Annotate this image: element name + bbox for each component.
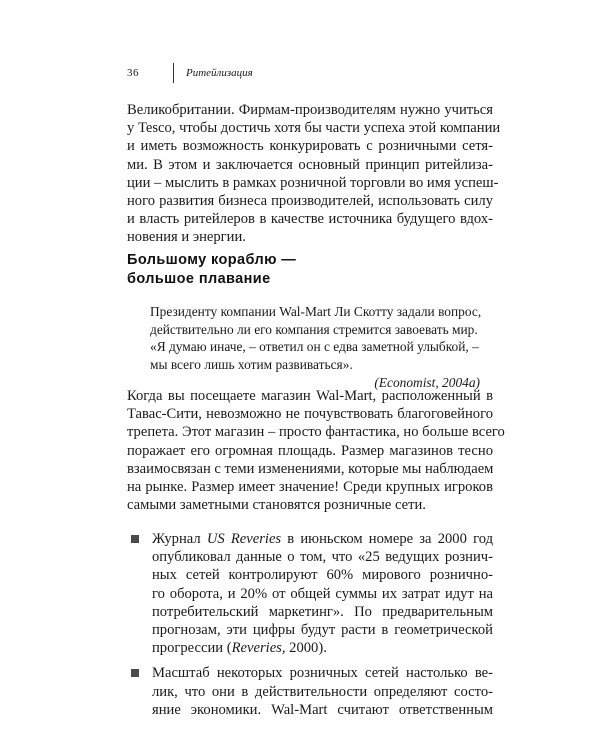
text-line: ного развития бизнеса производителей, использовать силу <box>127 193 493 210</box>
bullet-square-icon <box>131 669 139 677</box>
text-line: потребительский маркетинг». По предварительным <box>152 603 493 620</box>
quote-line: действительно ли его компания стремится завоевать мир. <box>150 321 478 337</box>
paragraph-intro <box>127 101 501 247</box>
quote-line: Президенту компании Wal-Mart Ли Скотту задали вопрос, <box>150 304 482 319</box>
heading-line: большое плавание <box>127 271 271 287</box>
text-line: новения и энергии. <box>127 229 246 246</box>
text-line: и иметь возможность конкурировать с розничными сетя- <box>127 138 493 155</box>
page-number: 36 <box>127 67 139 79</box>
text-run: прогрессии ( <box>152 640 232 657</box>
text-line: ных сетей контролируют 60% мирового рознично- <box>152 567 493 584</box>
text-line: ции – мыслить в рамках розничной торговли во имя успеш- <box>127 174 499 191</box>
text-line: и власть ритейлеров в качестве источника будущего вдох- <box>127 211 493 228</box>
text-run: 2000). <box>285 640 327 657</box>
text-line: Когда вы посещаете магазин Wal-Mart, расположенный в <box>127 388 493 404</box>
text-line: самыми заметными становятся розничные сети. <box>127 497 426 514</box>
section-heading <box>127 251 296 289</box>
text-run: в июньском номере за 2000 год <box>281 531 493 547</box>
text-line <box>152 530 493 548</box>
running-header <box>127 62 253 84</box>
text-line: трепета. Этот магазин – просто фантастика, но больше всего <box>127 424 505 441</box>
heading-line: Большому кораблю — <box>127 252 297 268</box>
bullet-square-icon <box>131 535 139 543</box>
bullet-list <box>127 530 493 726</box>
list-item <box>127 530 493 657</box>
text-line: ми. В этом и заключается основный принцип ритейлиза- <box>127 156 493 173</box>
text-line: Великобритании. Фирмам-производителям нужно учиться <box>127 102 493 118</box>
quote-line: «Я думаю иначе, – ответил он с едва заметной улыбкой, – <box>150 339 479 355</box>
text-line: у Tesco, чтобы достичь хотя бы части успеха этой компании <box>127 120 501 137</box>
text-line: поражает его огромная площадь. Размер магазинов тесно <box>127 442 493 459</box>
text-line: го оборота, и 20% от общей суммы их затрат идут на <box>152 585 493 602</box>
text-line: взаимосвязан с теми изменениями, которые мы наблюдаем <box>127 460 494 477</box>
paragraph-walmart <box>127 387 505 514</box>
text-run: Журнал <box>152 531 207 547</box>
text-line: лик, что они в действительности определяют состо- <box>152 683 493 700</box>
text-line: на рынке. Размер имеет значение! Среди крупных игроков <box>127 479 493 496</box>
text-line: Масштаб некоторых розничных сетей настолько ве- <box>152 665 493 682</box>
quote-line: мы всего лишь хотим развиваться». <box>150 356 353 372</box>
text-line: прогнозам, эти цифры будут расти в геометрической <box>152 622 493 639</box>
text-line: опубликовал данные о том, что «25 ведущих рознич- <box>152 549 493 566</box>
epigraph-quote <box>150 303 480 392</box>
quote-source: (Economist, 2004a) <box>374 375 480 391</box>
text-line: яние экономики. Wal-Mart считают ответственным <box>152 701 493 718</box>
running-title: Ритейлизация <box>186 67 253 79</box>
list-item <box>127 664 493 719</box>
header-divider <box>173 63 174 83</box>
text-line: Тавас-Сити, невозможно не почувствовать благоговейного <box>127 406 493 423</box>
text-line <box>152 639 493 657</box>
citation-source: Reveries, <box>231 640 286 657</box>
journal-title: US Reveries <box>206 531 282 547</box>
